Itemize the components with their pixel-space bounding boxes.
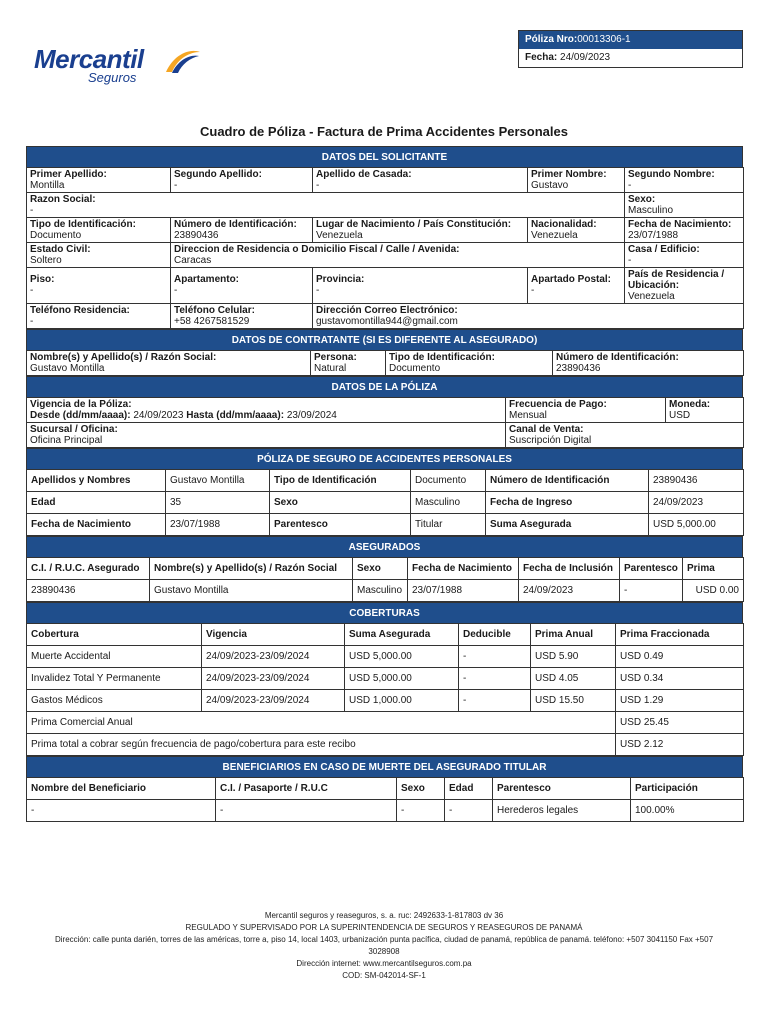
field-apartamento xyxy=(171,268,313,304)
field-value: Venezuela xyxy=(531,230,578,241)
prima-total-value: USD 2.12 xyxy=(616,734,744,756)
field-label: Casa / Edificio: xyxy=(628,244,700,255)
seguro-cell: Masculino xyxy=(411,492,486,514)
field-label: Sucursal / Oficina: xyxy=(30,424,118,435)
seguro-cell: 23890436 xyxy=(649,470,744,492)
field-label: Teléfono Residencia: xyxy=(30,305,130,316)
policy-number-row xyxy=(519,31,742,49)
field-label: Primer Nombre: xyxy=(531,169,607,180)
field-apellido-casada xyxy=(313,168,528,193)
policy-sheet xyxy=(26,146,743,822)
policy-date-row xyxy=(519,49,742,67)
table-cell: Masculino xyxy=(353,580,408,602)
field-value: Documento xyxy=(30,230,82,241)
field-label: País de Residencia / Ubicación: xyxy=(628,269,725,291)
prima-comercial-value: USD 25.45 xyxy=(616,712,744,734)
field-value: Montilla xyxy=(30,180,65,191)
column-header: Sexo xyxy=(353,558,408,580)
seguro-cell: Gustavo Montilla xyxy=(166,470,270,492)
field-label: Canal de Venta: xyxy=(509,424,584,435)
table-cell: - xyxy=(445,800,493,822)
table-row xyxy=(27,668,744,690)
field-label: Frecuencia de Pago: xyxy=(509,399,607,410)
column-header: Edad xyxy=(445,778,493,800)
field-label: Direccion de Residencia o Domicilio Fiscal / Calle / Avenida: xyxy=(174,244,460,255)
field-value: USD xyxy=(669,410,691,421)
field-value: 23890436 xyxy=(174,230,219,241)
beneficiarios-table xyxy=(26,777,744,822)
field-telefono-residencia xyxy=(27,304,171,329)
field-label: Lugar de Nacimiento / País Constitución: xyxy=(316,219,512,230)
field-label: Estado Civil: xyxy=(30,244,91,255)
table-row xyxy=(27,690,744,712)
table-cell: USD 0.49 xyxy=(616,646,744,668)
field-sexo xyxy=(625,193,744,218)
footer-website: Dirección internet: www.mercantilseguros.com.pa xyxy=(296,959,472,968)
column-header: Participación xyxy=(631,778,744,800)
field-contratante-persona xyxy=(311,351,386,376)
field-label: Apartamento: xyxy=(174,274,240,285)
table-cell: USD 0.00 xyxy=(683,580,744,602)
column-header: Prima Fraccionada xyxy=(616,624,744,646)
asegurados-header-row xyxy=(27,558,744,580)
column-header: Prima Anual xyxy=(531,624,616,646)
field-pais-residencia xyxy=(625,268,744,304)
field-value: - xyxy=(628,180,632,191)
column-header: Parentesco xyxy=(620,558,683,580)
field-label: Nombre(s) y Apellido(s) / Razón Social: xyxy=(30,352,217,363)
table-cell: USD 4.05 xyxy=(531,668,616,690)
column-header: Fecha de Nacimiento xyxy=(408,558,519,580)
table-cell: Gustavo Montilla xyxy=(150,580,353,602)
table-cell: - xyxy=(620,580,683,602)
field-value: Gustavo Montilla xyxy=(30,363,105,374)
prima-comercial-row xyxy=(27,712,744,734)
field-tipo-id xyxy=(27,218,171,243)
logo-wordmark: Mercantil xyxy=(34,44,144,74)
table-cell: 24/09/2023-23/09/2024 xyxy=(202,690,345,712)
field-value: Venezuela xyxy=(316,230,363,241)
table-cell: USD 5.90 xyxy=(531,646,616,668)
field-frecuencia-pago xyxy=(506,398,666,423)
table-cell: 24/09/2023-23/09/2024 xyxy=(202,668,345,690)
footer-company: Mercantil seguros y reaseguros, s. a. ruc: 2492633-1-817803 dv 36 xyxy=(264,911,504,920)
seguro-cell: Edad xyxy=(27,492,166,514)
field-value: - xyxy=(30,316,34,327)
field-lugar-nacimiento xyxy=(313,218,528,243)
column-header: Deducible xyxy=(459,624,531,646)
contratante-table xyxy=(26,350,744,376)
seguro-cell: 35 xyxy=(166,492,270,514)
policy-info-box xyxy=(518,30,743,68)
field-value: 23890436 xyxy=(556,363,601,374)
field-canal-venta xyxy=(506,423,744,448)
vigencia-range xyxy=(30,410,502,421)
field-label: Tipo de Identificación: xyxy=(30,219,136,230)
column-header: Prima xyxy=(683,558,744,580)
field-value: Venezuela xyxy=(628,291,675,302)
field-label: Teléfono Celular: xyxy=(174,305,255,316)
field-value: - xyxy=(174,285,178,296)
table-row xyxy=(27,646,744,668)
seguro-cell: USD 5,000.00 xyxy=(649,514,744,536)
field-telefono-celular xyxy=(171,304,313,329)
field-value: - xyxy=(531,285,535,296)
table-cell: 100.00% xyxy=(631,800,744,822)
field-piso xyxy=(27,268,171,304)
column-header: Nombre del Beneficiario xyxy=(27,778,216,800)
field-value: Documento xyxy=(389,363,441,374)
seguro-table xyxy=(26,469,744,536)
field-direccion xyxy=(171,243,625,268)
seguro-row xyxy=(27,514,744,536)
section-asegurados: ASEGURADOS xyxy=(26,536,743,557)
policy-number-label: Póliza Nro: xyxy=(525,34,578,45)
table-cell: 24/09/2023-23/09/2024 xyxy=(202,646,345,668)
field-value: - xyxy=(316,180,320,191)
field-value: - xyxy=(30,205,34,216)
table-cell: - xyxy=(27,800,216,822)
footer-regulator: REGULADO Y SUPERVISADO POR LA SUPERINTENDENCIA DE SEGUROS Y REASEGUROS DE PANAMÁ xyxy=(185,923,583,932)
mercantil-logo xyxy=(34,44,184,88)
column-header: Sexo xyxy=(397,778,445,800)
field-vigencia xyxy=(27,398,506,423)
field-email xyxy=(313,304,744,329)
field-sucursal xyxy=(27,423,506,448)
seguro-cell: Tipo de Identificación xyxy=(270,470,411,492)
field-estado-civil xyxy=(27,243,171,268)
field-value: Masculino xyxy=(628,205,674,216)
field-casa xyxy=(625,243,744,268)
seguro-cell: Titular xyxy=(411,514,486,536)
table-cell: Gastos Médicos xyxy=(27,690,202,712)
field-provincia xyxy=(313,268,528,304)
field-value: Mensual xyxy=(509,410,547,421)
field-label: Número de Identificación: xyxy=(556,352,679,363)
footer-address: Dirección: calle punta darién, torres de las américas, torre a, piso 14, local 1403, urbanización punta pacífica, ciudad de panamá, república de panamá. teléfono: +507 3041150 Fax +507 3028908 xyxy=(54,935,714,956)
seguro-cell: Sexo xyxy=(270,492,411,514)
field-contratante-numero-id xyxy=(553,351,744,376)
field-label: Provincia: xyxy=(316,274,365,285)
field-label: Segundo Nombre: xyxy=(628,169,715,180)
field-apartado-postal xyxy=(528,268,625,304)
table-cell: - xyxy=(397,800,445,822)
beneficiarios-header-row xyxy=(27,778,744,800)
field-value: - xyxy=(174,180,178,191)
table-cell: USD 5,000.00 xyxy=(345,668,459,690)
field-label: Persona: xyxy=(314,352,357,363)
field-value: - xyxy=(316,285,320,296)
poliza-table xyxy=(26,397,744,448)
table-cell: USD 1.29 xyxy=(616,690,744,712)
field-moneda xyxy=(666,398,744,423)
seguro-cell: Número de Identificación xyxy=(486,470,649,492)
prima-comercial-label: Prima Comercial Anual xyxy=(27,712,616,734)
seguro-cell: Parentesco xyxy=(270,514,411,536)
field-value: +58 4267581529 xyxy=(174,316,250,327)
seguro-row xyxy=(27,492,744,514)
field-label: Tipo de Identificación: xyxy=(389,352,495,363)
section-solicitante: DATOS DEL SOLICITANTE xyxy=(26,146,743,167)
field-value: Caracas xyxy=(174,255,212,266)
field-label: Apellido de Casada: xyxy=(316,169,412,180)
field-value: - xyxy=(628,255,632,266)
policy-date-label: Fecha: xyxy=(525,52,558,63)
field-segundo-nombre xyxy=(625,168,744,193)
field-value: Natural xyxy=(314,363,347,374)
column-header: Suma Asegurada xyxy=(345,624,459,646)
asegurados-table xyxy=(26,557,744,602)
field-primer-apellido xyxy=(27,168,171,193)
seguro-cell: Fecha de Nacimiento xyxy=(27,514,166,536)
seguro-cell: Fecha de Ingreso xyxy=(486,492,649,514)
table-cell: Muerte Accidental xyxy=(27,646,202,668)
field-label: Segundo Apellido: xyxy=(174,169,262,180)
column-header: C.I. / Pasaporte / R.U.C xyxy=(216,778,397,800)
field-value: Soltero xyxy=(30,255,62,266)
table-cell: USD 15.50 xyxy=(531,690,616,712)
table-cell: USD 5,000.00 xyxy=(345,646,459,668)
field-value: Oficina Principal xyxy=(30,435,103,446)
field-label: Piso: xyxy=(30,274,55,285)
solicitante-table xyxy=(26,167,744,329)
policy-date-value: 24/09/2023 xyxy=(560,52,611,63)
field-label: Apartado Postal: xyxy=(531,274,612,285)
table-cell: - xyxy=(459,646,531,668)
field-label: Fecha de Nacimiento: xyxy=(628,219,732,230)
field-fecha-nacimiento xyxy=(625,218,744,243)
field-value: - xyxy=(30,285,34,296)
field-value: 23/07/1988 xyxy=(628,230,679,241)
field-numero-id xyxy=(171,218,313,243)
field-label: Primer Apellido: xyxy=(30,169,107,180)
field-value: Gustavo xyxy=(531,180,569,191)
seguro-cell: Documento xyxy=(411,470,486,492)
table-cell: - xyxy=(216,800,397,822)
seguro-cell: 23/07/1988 xyxy=(166,514,270,536)
logo-subtitle: Seguros xyxy=(88,70,137,85)
column-header: Vigencia xyxy=(202,624,345,646)
field-label: Número de Identificación: xyxy=(174,219,297,230)
field-contratante-tipo-id xyxy=(386,351,553,376)
field-label: Vigencia de la Póliza: xyxy=(30,399,132,410)
field-primer-nombre xyxy=(528,168,625,193)
column-header: C.I. / R.U.C. Asegurado xyxy=(27,558,150,580)
desde-value: 24/09/2023 xyxy=(133,410,184,421)
section-poliza: DATOS DE LA PÓLIZA xyxy=(26,376,743,397)
field-segundo-apellido xyxy=(171,168,313,193)
section-seguro: PÓLIZA DE SEGURO DE ACCIDENTES PERSONALES xyxy=(26,448,743,469)
table-cell: Herederos legales xyxy=(493,800,631,822)
coberturas-table xyxy=(26,623,744,756)
seguro-cell: 24/09/2023 xyxy=(649,492,744,514)
field-nacionalidad xyxy=(528,218,625,243)
prima-total-row xyxy=(27,734,744,756)
section-beneficiarios: BENEFICIARIOS EN CASO DE MUERTE DEL ASEGURADO TITULAR xyxy=(26,756,743,777)
logo-swoosh-icon xyxy=(162,46,202,76)
table-cell: 23890436 xyxy=(27,580,150,602)
field-label: Dirección Correo Electrónico: xyxy=(316,305,458,316)
table-cell: - xyxy=(459,690,531,712)
field-razon-social xyxy=(27,193,625,218)
document-title: Cuadro de Póliza - Factura de Prima Accidentes Personales xyxy=(200,124,568,139)
field-label: Nacionalidad: xyxy=(531,219,597,230)
seguro-cell: Apellidos y Nombres xyxy=(27,470,166,492)
field-label: Moneda: xyxy=(669,399,711,410)
table-row xyxy=(27,580,744,602)
field-value: Suscripción Digital xyxy=(509,435,592,446)
column-header: Fecha de Inclusión xyxy=(519,558,620,580)
field-label: Sexo: xyxy=(628,194,656,205)
policy-number-value: 00013306-1 xyxy=(577,34,631,45)
document-footer xyxy=(40,910,728,982)
table-cell: Invalidez Total Y Permanente xyxy=(27,668,202,690)
column-header: Cobertura xyxy=(27,624,202,646)
section-contratante: DATOS DE CONTRATANTE (SI ES DIFERENTE AL ASEGURADO) xyxy=(26,329,743,350)
column-header: Nombre(s) y Apellido(s) / Razón Social xyxy=(150,558,353,580)
prima-total-label: Prima total a cobrar según frecuencia de pago/cobertura para este recibo xyxy=(27,734,616,756)
table-cell: - xyxy=(459,668,531,690)
seguro-row xyxy=(27,470,744,492)
table-row xyxy=(27,800,744,822)
coberturas-header-row xyxy=(27,624,744,646)
footer-code: COD: SM-042014-SF-1 xyxy=(342,971,426,980)
field-contratante-nombre xyxy=(27,351,311,376)
table-cell: USD 0.34 xyxy=(616,668,744,690)
hasta-value: 23/09/2024 xyxy=(286,410,337,421)
section-coberturas: COBERTURAS xyxy=(26,602,743,623)
hasta-label: Hasta (dd/mm/aaaa): xyxy=(186,410,285,421)
desde-label: Desde (dd/mm/aaaa): xyxy=(30,410,131,421)
table-cell: 23/07/1988 xyxy=(408,580,519,602)
field-label: Razon Social: xyxy=(30,194,96,205)
field-value: gustavomontilla944@gmail.com xyxy=(316,316,458,327)
column-header: Parentesco xyxy=(493,778,631,800)
seguro-cell: Suma Asegurada xyxy=(486,514,649,536)
table-cell: 24/09/2023 xyxy=(519,580,620,602)
table-cell: USD 1,000.00 xyxy=(345,690,459,712)
